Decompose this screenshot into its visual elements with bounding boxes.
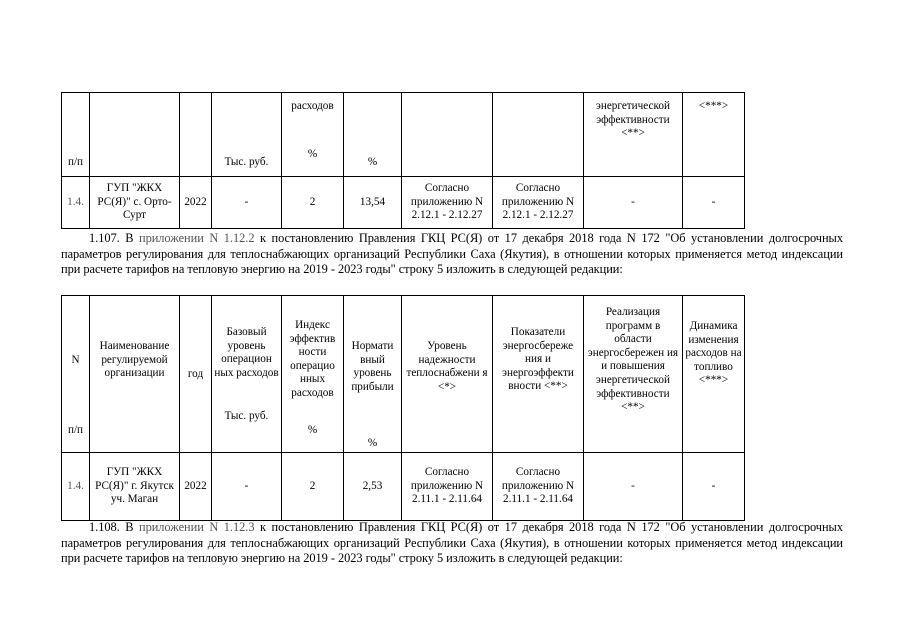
col-year-label: год [187,368,204,380]
col-efficiency-label: Показатели энергосбереже ния и энергоэффекти вности <**> [502,326,574,393]
paragraph-1-108 [61,520,843,567]
col-profit-header [344,296,402,453]
col-fuel-label: Динамика изменения расходов на топливо <***> [685,320,742,387]
col-programs-label: Реализация программ в области энергосбережен ия и повышения энергетической эффективности <**> [587,306,679,414]
paragraph-1-107-prefix: 1.107. В [89,231,139,245]
col-index-header [282,93,344,177]
row-profit: 2,53 [344,453,402,521]
col-fuel-header [683,296,745,453]
col-profit-unit: % [367,437,378,450]
col-index-header-text: расходов [291,100,334,112]
row-reliability: Согласно приложению N 2.11.1 - 2.11.64 [402,453,493,521]
col-index-unit: % [307,147,318,160]
row-reliability: Согласно приложению N 2.12.1 - 2.12.27 [402,177,493,229]
col-index-unit: % [307,423,318,436]
row-fuel: - [683,453,745,521]
row-number: 1.4. [62,177,90,229]
col-base-unit: Тыс. руб. [224,410,269,423]
row-year: 2022 [180,453,212,521]
row-index: 2 [282,453,344,521]
col-org-label: Наименование регулируемой организации [99,340,170,380]
col-profit-label: Нормати вный уровень прибыли [351,340,394,393]
paragraph-1-108-prefix: 1.108. В [89,520,139,534]
row-profit: 13,54 [344,177,402,229]
col-index-header [282,296,344,453]
row-fuel: - [683,177,745,229]
col-n-header: п/п [62,93,90,177]
table-1-header-row [62,93,745,177]
table-1 [61,92,745,229]
col-base-header: Тыс. руб. [212,93,282,177]
row-programs: - [584,453,683,521]
row-number: 1.4. [62,453,90,521]
col-base-label: Базовый уровень операцион ных расходов [214,326,279,379]
row-index: 2 [282,177,344,229]
col-programs-header [584,296,683,453]
col-reliability-label: Уровень надежности теплоснабжени я <*> [406,340,488,393]
annex-1-12-3-link[interactable]: приложении N 1.12.3 [138,520,255,534]
col-n-label: N [71,354,80,366]
paragraph-1-107-text: к постановлению Правления ГКЦ РС(Я) от 17 декабря 2018 года N 172 "Об установлении долгосрочных параметров регулирования для теплоснабжающих организаций Республики Саха (Якутия), в отношении которых применяется метод индексации при расчете тарифов на тепловую энергию на 2019 - 2023 годы" строку 5 изложить в следующей редакции: [61,231,843,277]
paragraph-1-107 [61,231,843,278]
row-efficiency: Согласно приложению N 2.12.1 - 2.12.27 [493,177,584,229]
row-base-expenses: - [212,177,282,229]
col-reliability-header [402,93,493,177]
table-row [62,453,745,521]
col-year-header [180,93,212,177]
col-year-header [180,296,212,453]
col-efficiency-header [493,93,584,177]
paragraph-1-108-text: к постановлению Правления ГКЦ РС(Я) от 17 декабря 2018 года N 172 "Об установлении долгосрочных параметров регулирования для теплоснабжающих организаций Республики Саха (Якутия), в отношении которых применяется метод индексации при расчете тарифов на тепловую энергию на 2019 - 2023 годы" строку 5 изложить в следующей редакции: [61,520,843,566]
col-profit-header: % [344,93,402,177]
col-org-header [90,296,180,453]
col-fuel-header: <***> [683,93,745,177]
row-base-expenses: - [212,453,282,521]
col-efficiency-header [493,296,584,453]
col-org-header [90,93,180,177]
row-organization: ГУП "ЖКХ РС(Я)" г. Якутск уч. Маган [90,453,180,521]
row-year: 2022 [180,177,212,229]
row-programs: - [584,177,683,229]
col-n-unit: п/п [67,423,84,436]
col-reliability-header [402,296,493,453]
table-row [62,177,745,229]
row-efficiency: Согласно приложению N 2.11.1 - 2.11.64 [493,453,584,521]
col-n-header [62,296,90,453]
col-index-label: Индекс эффектив ности операцио нных расходов [289,319,336,399]
table-2-header-row [62,296,745,453]
table-2 [61,295,745,521]
col-base-header [212,296,282,453]
col-programs-header: энергетической эффективности <**> [584,93,683,177]
annex-1-12-2-link[interactable]: приложении N 1.12.2 [138,231,255,245]
row-organization: ГУП "ЖКХ РС(Я)" с. Орто-Сурт [90,177,180,229]
